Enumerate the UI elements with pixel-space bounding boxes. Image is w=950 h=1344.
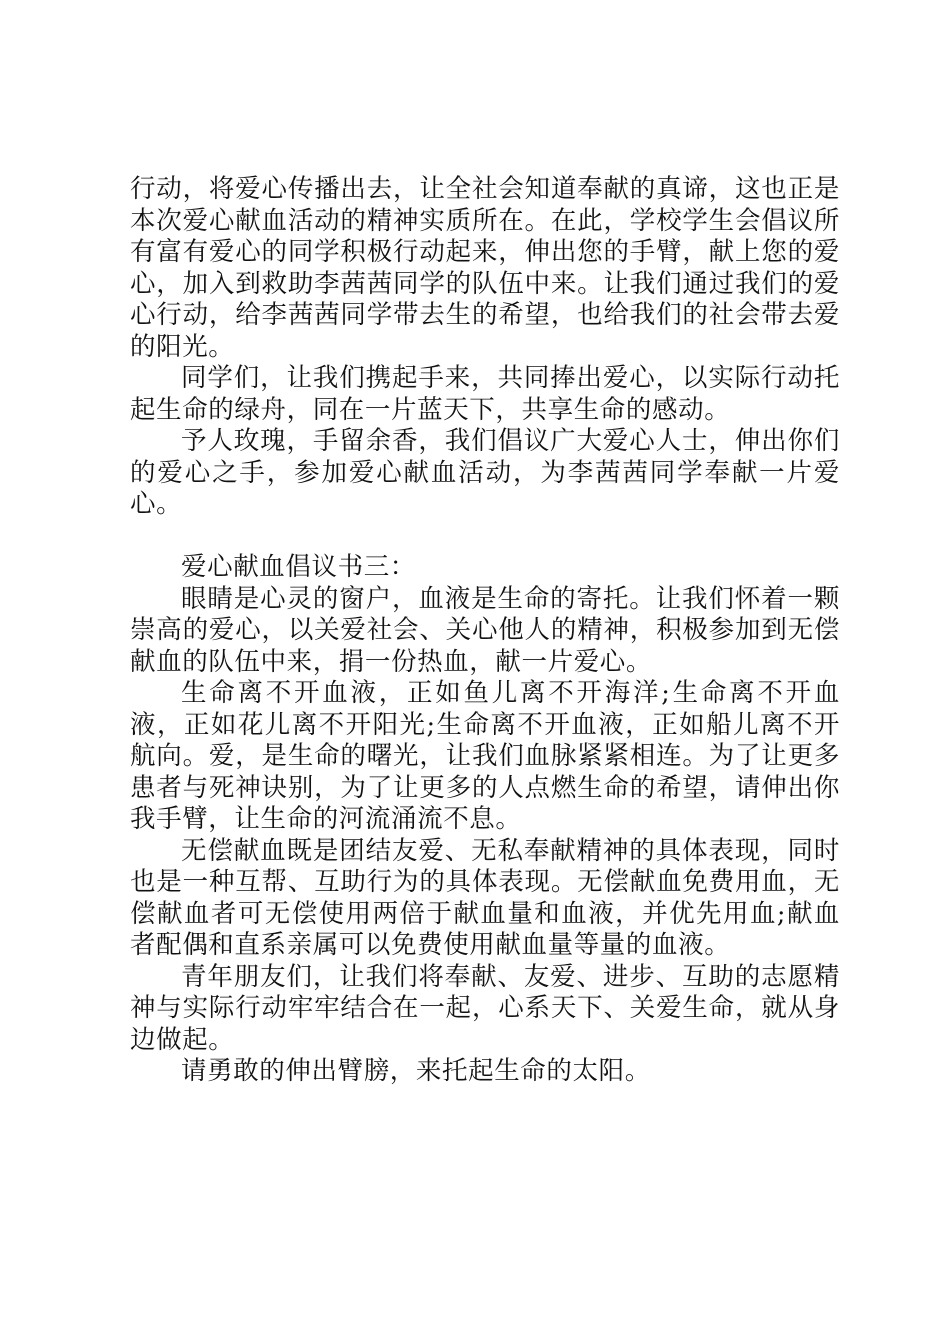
paragraph-spacer bbox=[130, 521, 840, 553]
paragraph-free-donation: 无偿献血既是团结友爱、无私奉献精神的具体表现，同时也是一种互帮、互助行为的具体表现。无偿献血免费用血，无偿献血者可无偿使用两倍于献血量和血液，并优先用血;献血者配偶和直系亲属可以免费使用献血量等量的血液。 bbox=[130, 835, 840, 960]
paragraph-closing: 请勇敢的伸出臂膀，来托起生命的太阳。 bbox=[181, 1056, 651, 1086]
paragraph-roses: 予人玫瑰，手留余香，我们倡议广大爱心人士，伸出你们的爱心之手，参加爱心献血活动，为李茜茜同学奉献一片爱心。 bbox=[130, 426, 840, 519]
section-title: 爱心献血倡议书三： bbox=[181, 552, 416, 582]
paragraph-continuation: 行动，将爱心传播出去，让全社会知道奉献的真谛，这也正是本次爱心献血活动的精神实质所在。在此，学校学生会倡议所有富有爱心的同学积极行动起来，伸出您的手臂，献上您的爱心，加入到救助李茜茜同学的队伍中来。让我们通过我们的爱心行动，给李茜茜同学带去生的希望，也给我们的社会带去爱的阳光。 bbox=[130, 174, 840, 362]
paragraph-youth: 青年朋友们，让我们将奉献、友爱、进步、互助的志愿精神与实际行动牢牢结合在一起，心系天下、关爱生命，就从身边做起。 bbox=[130, 961, 840, 1055]
paragraph-join-hands: 同学们，让我们携起手来，共同捧出爱心，以实际行动托起生命的绿舟，同在一片蓝天下，共享生命的感动。 bbox=[130, 363, 840, 425]
paragraph-life-blood: 生命离不开血液，正如鱼儿离不开海洋;生命离不开血液，正如花儿离不开阳光;生命离不开血液，正如船儿离不开航向。爱，是生命的曙光，让我们血脉紧紧相连。为了让更多患者与死神诀别，为了让更多的人点燃生命的希望，请伸出你我手臂，让生命的河流涌流不息。 bbox=[130, 678, 840, 834]
document-body bbox=[130, 174, 840, 1088]
paragraph-eyes: 眼睛是心灵的窗户，血液是生命的寄托。让我们怀着一颗崇高的爱心，以关爱社会、关心他人的精神，积极参加到无偿献血的队伍中来，捐一份热血，献一片爱心。 bbox=[130, 583, 840, 677]
